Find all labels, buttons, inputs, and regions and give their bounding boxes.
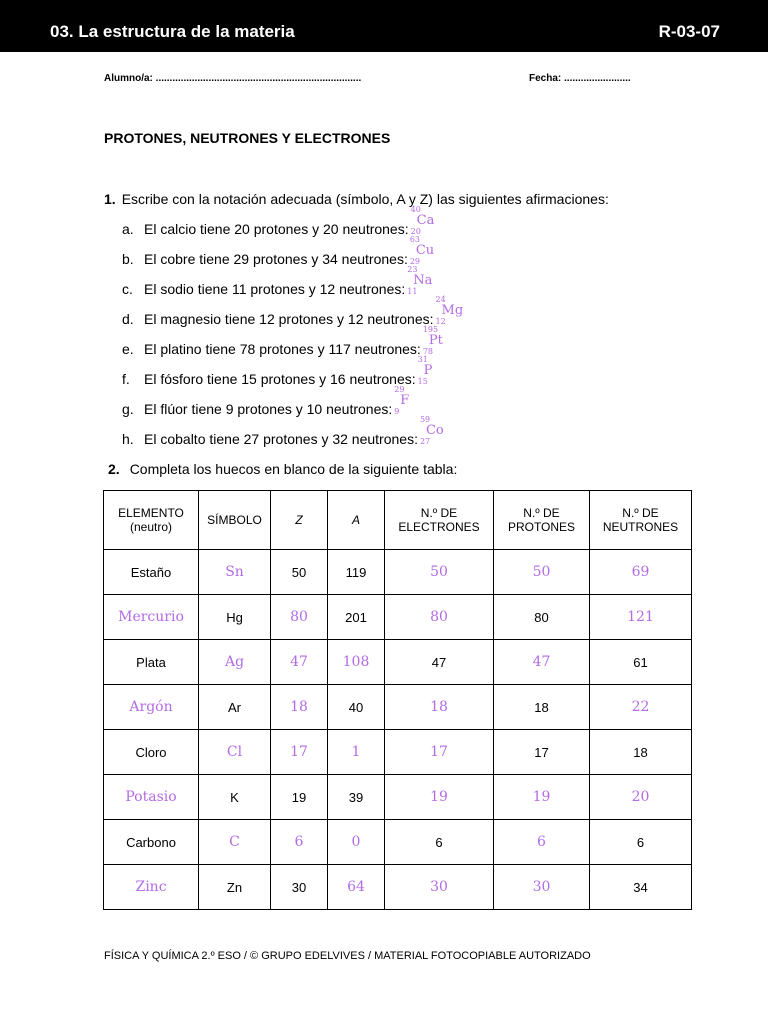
table-row <box>104 595 692 640</box>
element-symbol: Mg <box>441 303 464 318</box>
table-cell <box>328 595 385 640</box>
printed-value: 18 <box>534 699 549 715</box>
handwritten-answer: 6 <box>294 834 304 850</box>
table-cell <box>494 865 590 910</box>
question-2-text: Completa los huecos en blanco de la siguiente tabla: <box>129 461 458 477</box>
header-line: N.º DE <box>420 506 458 520</box>
header-line: ELEMENTO <box>118 506 184 520</box>
table-cell <box>590 775 692 820</box>
table-cell <box>590 595 692 640</box>
printed-value: 6 <box>435 834 443 850</box>
mass-number: 24 <box>435 295 446 304</box>
item-letter: b. <box>122 251 134 267</box>
mass-number: 59 <box>419 415 431 424</box>
question-1-number: 1. <box>104 191 116 207</box>
atomic-number: 20 <box>410 227 421 236</box>
handwritten-answer: 18 <box>430 699 448 715</box>
table-cell <box>199 640 271 685</box>
printed-value: 119 <box>345 564 367 580</box>
question-2-number: 2. <box>108 461 120 477</box>
table-cell <box>199 775 271 820</box>
mass-number: 40 <box>410 205 421 214</box>
printed-value: 30 <box>291 879 307 895</box>
worksheet-code: R-03-07 <box>658 22 720 41</box>
table-cell <box>590 865 692 910</box>
handwritten-answer: 30 <box>532 879 551 895</box>
table-cell <box>385 640 494 685</box>
item-letter: e. <box>122 341 134 357</box>
handwritten-answer: Cl <box>226 744 243 760</box>
printed-value: K <box>230 789 239 805</box>
table-cell <box>590 820 692 865</box>
handwritten-answer: 17 <box>290 744 308 760</box>
table-cell <box>494 775 590 820</box>
handwritten-answer: 1 <box>351 744 361 760</box>
header-line: Z <box>295 513 303 527</box>
handwritten-answer: 80 <box>430 609 448 625</box>
table-cell <box>385 775 494 820</box>
atomic-number: 78 <box>422 347 434 356</box>
printed-value: Plata <box>136 654 166 670</box>
handwritten-answer: 18 <box>290 699 308 715</box>
handwritten-answer: 47 <box>532 654 551 670</box>
printed-value: 18 <box>633 744 648 760</box>
atomic-number: 29 <box>409 257 421 266</box>
handwritten-answer: Argón <box>129 699 173 715</box>
table-cell <box>271 685 328 730</box>
printed-value: Estaño <box>130 564 172 580</box>
handwritten-answer: 108 <box>342 654 370 670</box>
table-row <box>104 550 692 595</box>
element-symbol: Ca <box>416 213 435 228</box>
item-statement: El fósforo tiene 15 protones y 16 neutrones: <box>144 371 416 387</box>
printed-value: Carbono <box>126 834 176 850</box>
table-header-row <box>104 491 692 550</box>
header-line: N.º DE <box>523 506 560 520</box>
printed-value: Ar <box>228 699 241 715</box>
handwritten-answer: 17 <box>430 744 448 760</box>
handwritten-answer: Zinc <box>135 879 167 895</box>
item-statement: El calcio tiene 20 protones y 20 neutrones: <box>144 221 409 237</box>
item-statement: El flúor tiene 9 protones y 10 neutrones: <box>144 401 393 417</box>
table-cell <box>271 865 328 910</box>
question-2 <box>108 461 457 477</box>
table-cell <box>271 595 328 640</box>
table-cell <box>385 730 494 775</box>
mass-number: 31 <box>417 355 428 364</box>
table-cell <box>104 640 199 685</box>
mass-number: 63 <box>409 235 421 244</box>
header-bar <box>0 0 768 52</box>
table-cell <box>271 730 328 775</box>
handwritten-answer: Potasio <box>125 789 177 805</box>
table-cell <box>199 595 271 640</box>
handwritten-answer: Mercurio <box>118 609 184 625</box>
table-cell <box>385 550 494 595</box>
handwritten-answer: 80 <box>290 609 308 625</box>
item-statement: El cobalto tiene 27 protones y 32 neutrones: <box>144 431 418 447</box>
table-cell <box>494 550 590 595</box>
table-header-cell <box>494 491 590 550</box>
element-symbol: Pt <box>428 333 443 348</box>
footer: FÍSICA Y QUÍMICA 2.º ESO / © GRUPO EDELVIVES / MATERIAL FOTOCOPIABLE AUTORIZADO <box>104 950 591 962</box>
item-letter: d. <box>122 311 134 327</box>
handwritten-answer: 22 <box>631 699 650 715</box>
handwritten-answer: 50 <box>430 564 448 580</box>
header-line: A <box>351 513 360 527</box>
table-cell <box>328 685 385 730</box>
item-letter: a. <box>122 221 134 237</box>
table-cell <box>104 685 199 730</box>
table-cell <box>385 820 494 865</box>
table-header-cell <box>590 491 692 550</box>
table-cell <box>271 550 328 595</box>
table-cell <box>590 550 692 595</box>
table-header-cell <box>385 491 494 550</box>
table-cell <box>494 820 590 865</box>
printed-value: 40 <box>348 699 364 715</box>
printed-value: Cloro <box>135 744 167 760</box>
mass-number: 195 <box>422 325 439 334</box>
table-cell <box>271 775 328 820</box>
handwritten-answer: Sn <box>225 564 244 580</box>
table-cell <box>328 730 385 775</box>
item-letter: h. <box>122 431 134 447</box>
table-cell <box>104 865 199 910</box>
atomic-number: 9 <box>394 407 400 416</box>
item-letter: g. <box>122 401 134 417</box>
header-line: ELECTRONES <box>398 520 480 534</box>
handwritten-answer: C <box>229 834 240 850</box>
table-row <box>104 730 692 775</box>
table-row <box>104 865 692 910</box>
table-cell <box>199 550 271 595</box>
handwritten-answer: 50 <box>532 564 551 580</box>
mass-number: 29 <box>394 385 405 394</box>
table-cell <box>494 640 590 685</box>
table-cell <box>328 640 385 685</box>
handwritten-answer: Ag <box>224 654 245 670</box>
printed-value: Zn <box>226 879 243 895</box>
printed-value: 17 <box>534 744 549 760</box>
item-letter: c. <box>122 281 133 297</box>
handwritten-answer: 19 <box>532 789 551 805</box>
header-line: PROTONES <box>507 520 576 534</box>
table-row <box>104 775 692 820</box>
table-row <box>104 820 692 865</box>
table-cell <box>590 640 692 685</box>
table-cell <box>590 730 692 775</box>
table-cell <box>590 685 692 730</box>
atomic-number: 12 <box>435 317 446 326</box>
item-statement: El platino tiene 78 protones y 117 neutrones: <box>144 341 421 357</box>
table-header-cell <box>104 491 199 550</box>
printed-value: Hg <box>226 609 243 625</box>
table-cell <box>328 550 385 595</box>
question-1 <box>104 191 609 207</box>
element-symbol: Co <box>425 423 444 438</box>
table-cell <box>385 865 494 910</box>
table-cell <box>328 775 385 820</box>
table-cell <box>328 865 385 910</box>
item-statement: El sodio tiene 11 protones y 12 neutrones: <box>144 281 406 297</box>
handwritten-answer: 19 <box>430 789 448 805</box>
table-row <box>104 640 692 685</box>
table-cell <box>328 820 385 865</box>
item-letter: f. <box>122 371 130 387</box>
atomic-number: 11 <box>407 287 418 296</box>
handwritten-answer: 20 <box>631 789 650 805</box>
printed-value: 47 <box>431 654 447 670</box>
atomic-number: 15 <box>417 377 428 386</box>
table-header-cell <box>271 491 328 550</box>
date-field: Fecha: ........................ <box>529 73 631 84</box>
elements-table <box>103 490 692 910</box>
nuclide-notation-answer <box>420 417 460 453</box>
handwritten-answer: 6 <box>537 834 546 850</box>
table-cell <box>199 820 271 865</box>
printed-value: 6 <box>636 834 645 850</box>
element-symbol: Cu <box>415 243 435 258</box>
section-title: PROTONES, NEUTRONES Y ELECTRONES <box>104 130 391 146</box>
header-line: (neutro) <box>129 520 173 534</box>
table-cell <box>271 640 328 685</box>
printed-value: 201 <box>345 609 367 625</box>
element-symbol: F <box>400 393 410 408</box>
header-line: N.º DE <box>622 506 659 520</box>
table-cell <box>494 685 590 730</box>
mass-number: 23 <box>407 265 418 274</box>
atomic-number: 27 <box>419 437 431 446</box>
table-row <box>104 685 692 730</box>
printed-value: 39 <box>348 789 364 805</box>
item-statement: El magnesio tiene 12 protones y 12 neutrones: <box>144 311 434 327</box>
header-line: SÍMBOLO <box>207 513 262 527</box>
table-cell <box>104 775 199 820</box>
table-header-cell <box>199 491 271 550</box>
handwritten-answer: 47 <box>290 654 308 670</box>
handwritten-answer: 69 <box>631 564 650 580</box>
table-cell <box>104 595 199 640</box>
printed-value: 34 <box>633 879 648 895</box>
table-cell <box>104 550 199 595</box>
table-cell <box>104 820 199 865</box>
table-cell <box>271 820 328 865</box>
table-cell <box>385 685 494 730</box>
student-name-field: Alumno/a: .......................................................................... <box>104 73 362 84</box>
handwritten-answer: 0 <box>351 834 361 850</box>
header-line: NEUTRONES <box>602 520 679 534</box>
printed-value: 61 <box>633 654 648 670</box>
table-cell <box>199 730 271 775</box>
handwritten-answer: 64 <box>347 879 365 895</box>
table-header-cell <box>328 491 385 550</box>
question-1-text: Escribe con la notación adecuada (símbolo, A y Z) las siguientes afirmaciones: <box>121 191 609 207</box>
printed-value: 80 <box>534 609 549 625</box>
printed-value: 50 <box>291 564 307 580</box>
table-cell <box>104 730 199 775</box>
table-cell <box>199 685 271 730</box>
item-statement: El cobre tiene 29 protones y 34 neutrones: <box>144 251 408 267</box>
page-title: 03. La estructura de la materia <box>50 22 295 41</box>
table-cell <box>385 595 494 640</box>
printed-value: 19 <box>291 789 307 805</box>
element-symbol: Na <box>413 273 433 288</box>
handwritten-answer: 30 <box>430 879 448 895</box>
table-cell <box>494 595 590 640</box>
table-body <box>104 550 692 910</box>
handwritten-answer: 121 <box>627 609 654 625</box>
table-cell <box>199 865 271 910</box>
table-cell <box>494 730 590 775</box>
element-symbol: P <box>423 363 433 378</box>
